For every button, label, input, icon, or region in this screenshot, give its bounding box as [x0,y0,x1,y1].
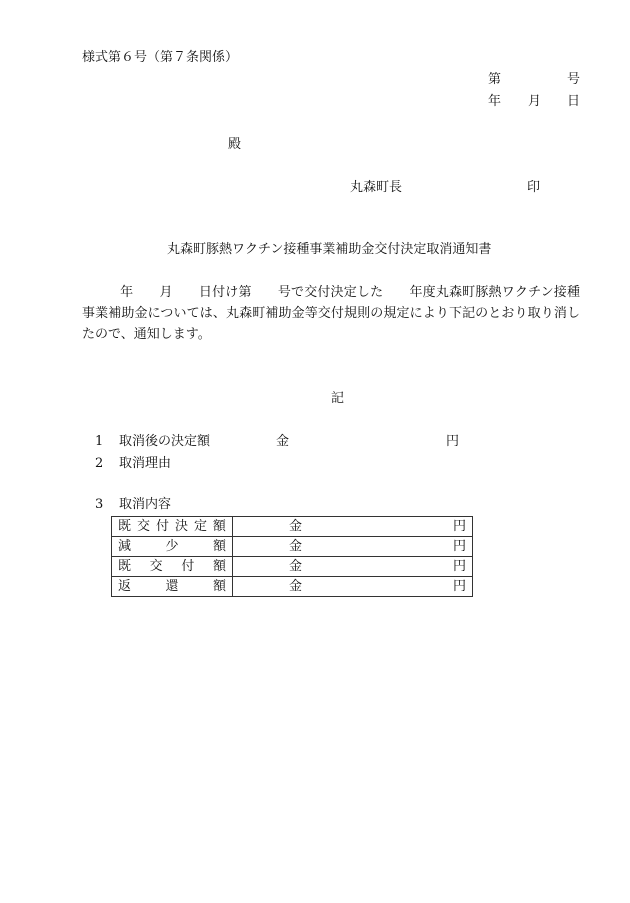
row-amount-cell [233,577,473,597]
body-rest: 年度丸森町豚熱ワクチン接種事業補助金については、丸森町補助金等交付規則の規定により下記のとおり取り消したので、通知します。 [82,285,580,342]
row-label-cell [112,517,233,537]
body-number-ref: 号で交付決定した [277,285,384,300]
table-row [112,577,473,597]
row-yen: 円 [452,559,466,574]
document-title: 丸森町豚熱ワクチン接種事業補助金交付決定取消通知書 [167,242,492,257]
date-year: 年 [488,94,502,109]
number-prefix: 第 [488,72,502,87]
item-2-label: 取消理由 [119,456,172,471]
ki-heading: 記 [331,391,345,406]
row-yen: 円 [452,579,466,594]
body-month: 月 [159,285,173,300]
item-2-number: 2 [95,456,104,471]
item-1-yen: 円 [446,434,460,449]
issuer-seal: 印 [527,180,541,195]
row-kin: 金 [289,579,303,594]
row-label-cell [112,557,233,577]
body-paragraph [82,282,580,345]
table-row [112,537,473,557]
cancellation-detail-table [111,516,473,597]
date-month: 月 [528,94,542,109]
row-kin: 金 [289,519,303,534]
table-row [112,557,473,577]
form-number: 様式第６号（第７条関係） [82,50,239,65]
table-row [112,517,473,537]
row-label-cell [112,577,233,597]
row-label: 返 還 額 [118,579,226,594]
addressee-suffix: 殿 [228,137,242,152]
body-year: 年 [120,285,134,300]
item-1-kin: 金 [276,434,290,449]
number-suffix: 号 [567,72,581,87]
row-amount-cell [233,537,473,557]
row-label-cell [112,537,233,557]
row-label: 既 交 付 決 定 額 [118,519,226,534]
row-amount-cell [233,557,473,577]
item-3-number: 3 [95,497,104,512]
date-day: 日 [567,94,581,109]
issuer-title: 丸森町長 [350,180,403,195]
row-kin: 金 [289,559,303,574]
row-amount-cell [233,517,473,537]
row-label: 減 少 額 [118,539,226,554]
row-yen: 円 [452,519,466,534]
row-label: 既 交 付 額 [118,559,226,574]
row-yen: 円 [452,539,466,554]
body-day-ref: 日付け第 [198,285,252,300]
item-3-label: 取消内容 [119,497,172,512]
item-1-number: 1 [95,434,104,449]
row-kin: 金 [289,539,303,554]
item-1-label: 取消後の決定額 [119,434,211,449]
